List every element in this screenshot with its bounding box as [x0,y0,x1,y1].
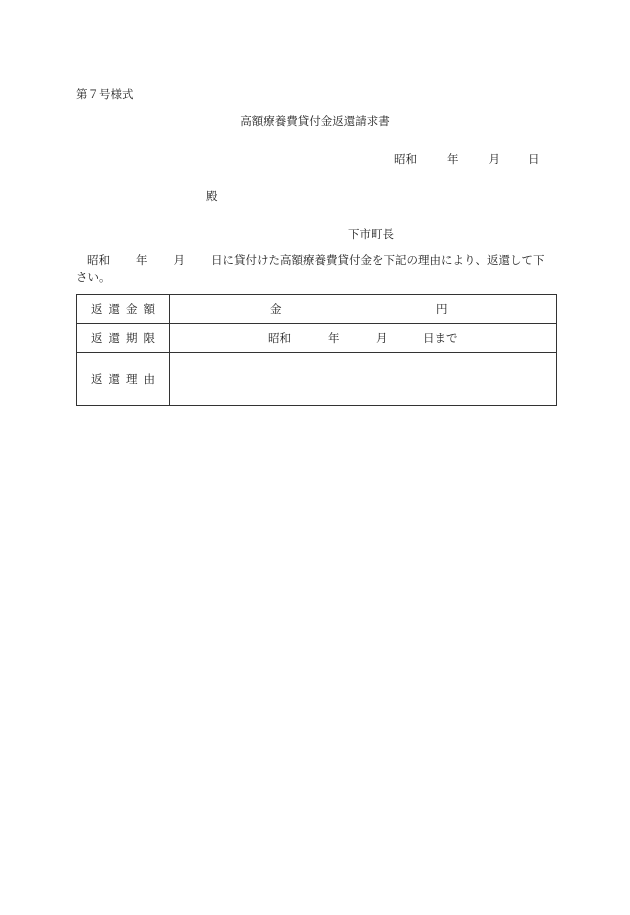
date-year-label: 年 [447,152,459,166]
amount-label: 返還金額 [91,302,161,316]
amount-value-cell[interactable] [170,295,557,324]
deadline-month-label: 月 [376,331,388,345]
date-era: 昭和 [394,152,417,166]
table-row-reason [77,353,557,406]
deadline-label: 返還期限 [91,331,161,345]
body-text [76,252,558,286]
date-month-label: 月 [488,152,500,166]
table-row-amount [77,295,557,324]
date-day-label: 日 [528,152,540,166]
addressee-suffix: 殿 [206,189,218,203]
reason-label: 返還理由 [91,372,161,386]
deadline-day-label: 日まで [423,331,458,345]
amount-prefix: 金 [270,302,282,316]
amount-label-cell [77,295,170,324]
body-line-2: さい。 [76,270,111,284]
body-line-1-rest: 日に貸付けた高額療養費貸付金を下記の理由により、返還して下 [211,253,545,267]
form-number: 第７号様式 [76,87,134,101]
table-row-deadline [77,324,557,353]
reason-value-cell[interactable] [170,353,557,406]
detail-table [76,294,557,406]
issuer-name: 下市町長 [348,227,394,241]
document-title: 高額療養費貸付金返還請求書 [240,114,390,128]
deadline-era: 昭和 [268,331,291,345]
deadline-label-cell [77,324,170,353]
deadline-value-cell[interactable] [170,324,557,353]
amount-suffix: 円 [436,302,448,316]
body-line-1 [76,252,558,269]
body-era: 昭和 [87,253,110,267]
deadline-year-label: 年 [328,331,340,345]
body-month-label: 月 [173,253,185,267]
reason-label-cell [77,353,170,406]
date-line [394,152,540,166]
body-year-label: 年 [136,253,148,267]
